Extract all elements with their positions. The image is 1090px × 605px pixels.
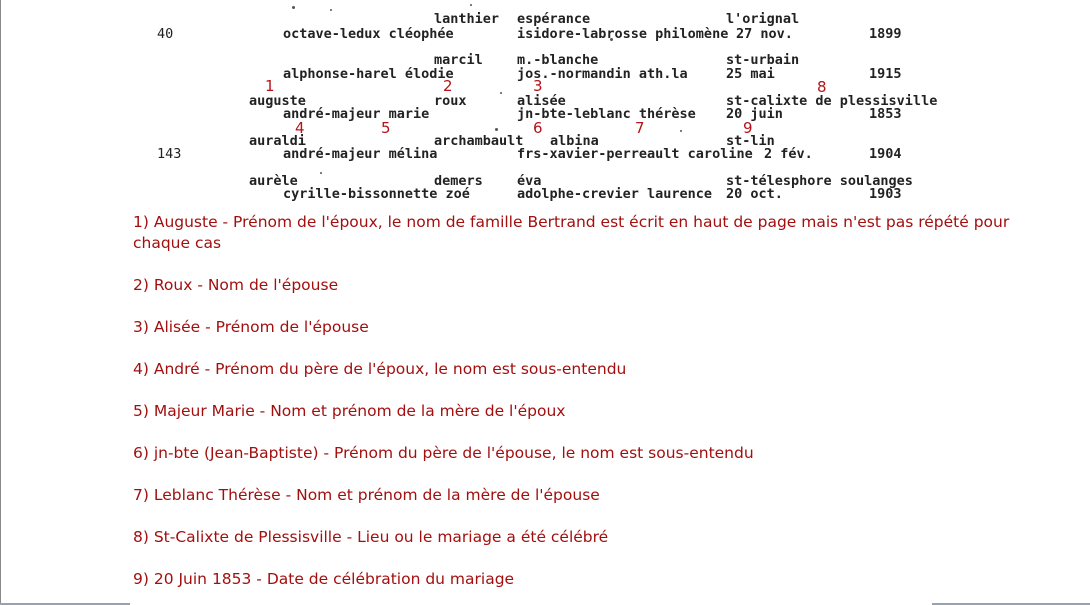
record-text: 20 juin	[726, 106, 783, 122]
note-8: 8) St-Calixte de Plessisville - Lieu ou le mariage a été célébré	[133, 528, 609, 546]
record-text: aurèle	[249, 173, 298, 189]
record-text: albina	[550, 133, 599, 149]
record-text: 1915	[869, 66, 902, 82]
record-text: frs-xavier-perreault caroline	[517, 146, 753, 162]
record-text: 2 fév.	[764, 146, 813, 162]
record-text: st-urbain	[726, 52, 800, 68]
note-4: 4) André - Prénom du père de l'époux, le nom est sous-entendu	[133, 360, 627, 378]
note-2: 2) Roux - Nom de l'épouse	[133, 276, 339, 294]
record-text: auraldi	[249, 133, 306, 149]
record-text: éva	[517, 173, 542, 189]
marker-6: 6	[533, 119, 543, 137]
record-text: auguste	[249, 93, 306, 109]
scan-speck	[330, 9, 332, 11]
record-text: espérance	[517, 11, 591, 27]
record-text: 27 nov.	[736, 26, 793, 42]
scan-speck	[500, 92, 502, 94]
record-text: marcil	[434, 52, 483, 68]
note-3: 3) Alisée - Prénom de l'épouse	[133, 318, 369, 336]
record-number: 143	[157, 146, 182, 162]
record-text: st-télesphore soulanges	[726, 173, 913, 189]
record-text: 1899	[869, 26, 902, 42]
record-text: alphonse-harel élodie	[283, 66, 454, 82]
record-text: st-calixte de plessisville	[726, 93, 938, 109]
record-text: archambault	[434, 133, 524, 149]
record-text: alisée	[517, 93, 566, 109]
record-text: jos.-normandin ath.la	[517, 66, 688, 82]
scan-speck	[680, 130, 682, 132]
record-text: octave-ledux cléophée	[283, 26, 454, 42]
note-5: 5) Majeur Marie - Nom et prénom de la mère de l'époux	[133, 402, 566, 420]
record-text: andré-majeur mélina	[283, 146, 438, 162]
note-6: 6) jn-bte (Jean-Baptiste) - Prénom du père de l'épouse, le nom est sous-entendu	[133, 444, 754, 462]
record-text: 1904	[869, 146, 902, 162]
marker-1: 1	[265, 77, 275, 95]
record-text: 20 oct.	[726, 186, 783, 202]
scan-speck	[320, 172, 322, 174]
note-9: 9) 20 Juin 1853 - Date de célébration du mariage	[133, 570, 515, 588]
record-text: l'orignal	[726, 11, 800, 27]
marker-4: 4	[295, 119, 305, 137]
marker-7: 7	[635, 119, 645, 137]
marker-3: 3	[533, 77, 543, 95]
record-text: st-lin	[726, 133, 775, 149]
record-text: adolphe-crevier laurence	[517, 186, 713, 202]
scan-speck	[470, 4, 472, 6]
record-text: roux	[434, 93, 467, 109]
marker-2: 2	[443, 77, 453, 95]
record-text: 25 mai	[726, 66, 775, 82]
record-text: andré-majeur marie	[283, 106, 430, 122]
record-text: demers	[434, 173, 483, 189]
scanned-register-excerpt	[0, 0, 1090, 205]
record-text: lanthier	[434, 11, 500, 27]
record-text: isidore-labrosse philomène	[517, 26, 729, 42]
record-number: 40	[157, 26, 174, 42]
record-text: 1853	[869, 106, 902, 122]
marker-9: 9	[743, 119, 753, 137]
record-text: 1903	[869, 186, 902, 202]
marker-8: 8	[817, 78, 827, 96]
record-text: jn-bte-leblanc thérèse	[517, 106, 696, 122]
marker-5: 5	[381, 119, 391, 137]
note-1: 1) Auguste - Prénom de l'époux, le nom de famille Bertrand est écrit en haut de page mais n'est pas répété pour chaque cas	[133, 213, 1010, 252]
scan-speck	[495, 128, 498, 131]
record-text: m.-blanche	[517, 52, 599, 68]
note-7: 7) Leblanc Thérèse - Nom et prénom de la mère de l'épouse	[133, 486, 600, 504]
scan-speck	[292, 6, 295, 9]
record-text: cyrille-bissonnette zoé	[283, 186, 470, 202]
